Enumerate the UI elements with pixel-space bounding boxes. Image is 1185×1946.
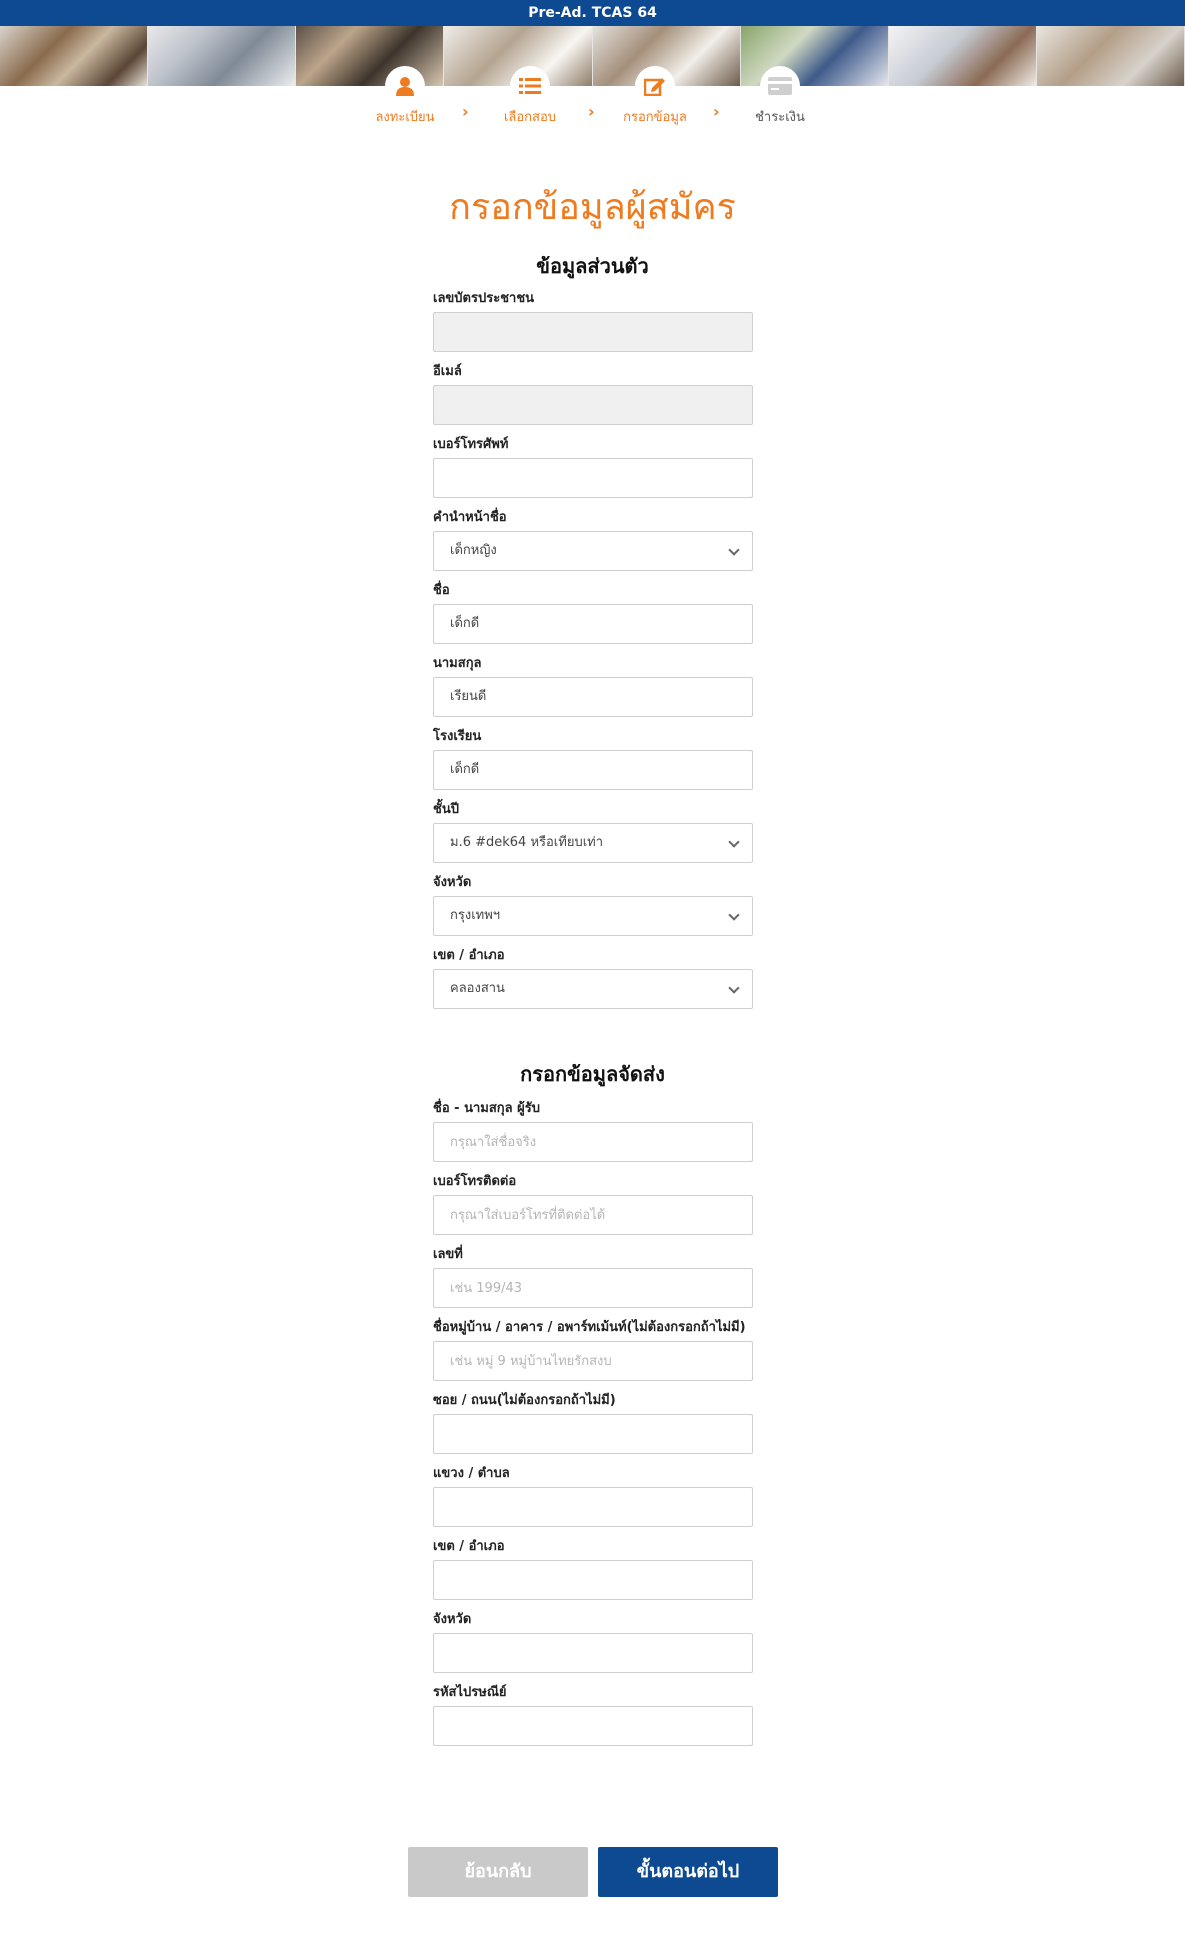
field-label: จังหวัด bbox=[433, 1612, 472, 1627]
field-label: เขต / อำเภอ bbox=[433, 948, 505, 963]
field-label: ชื่อ - นามสกุล ผู้รับ bbox=[433, 1101, 540, 1116]
step-fill-info[interactable] bbox=[605, 66, 705, 127]
field-label: เบอร์โทรติดต่อ bbox=[433, 1174, 517, 1189]
house-no-input[interactable] bbox=[433, 1268, 753, 1308]
top-bar bbox=[0, 0, 1185, 26]
select-value: ม.6 #dek64 หรือเทียบเท่า bbox=[450, 835, 604, 850]
user-icon bbox=[396, 76, 414, 96]
field-label: นามสกุล bbox=[433, 656, 482, 671]
first-name-field bbox=[433, 582, 753, 631]
chevron-right-icon: › bbox=[588, 102, 595, 121]
step-register[interactable] bbox=[355, 66, 455, 127]
progress-steps bbox=[0, 66, 1185, 126]
soi-input[interactable] bbox=[433, 1414, 753, 1454]
school-input[interactable]: เด็กดี bbox=[433, 750, 753, 790]
house-no-field bbox=[433, 1246, 753, 1264]
field-label: อีเมล์ bbox=[433, 364, 462, 379]
shipping-district-field bbox=[433, 1538, 753, 1556]
prefix-field bbox=[433, 509, 753, 558]
chevron-down-icon bbox=[728, 909, 739, 920]
phone-input[interactable] bbox=[433, 458, 753, 498]
select-value: เด็กหญิง bbox=[450, 543, 497, 558]
chevron-down-icon bbox=[728, 982, 739, 993]
field-label: เขต / อำเภอ bbox=[433, 1539, 505, 1554]
step-label: ลงทะเบียน bbox=[375, 110, 435, 125]
prefix-select[interactable] bbox=[433, 531, 753, 571]
chevron-down-icon bbox=[728, 544, 739, 555]
province-field bbox=[433, 874, 753, 923]
edit-icon bbox=[644, 76, 666, 96]
email-input[interactable] bbox=[433, 385, 753, 425]
chevron-right-icon: › bbox=[713, 102, 720, 121]
card-icon bbox=[768, 77, 792, 95]
shipping-province-input[interactable] bbox=[433, 1633, 753, 1673]
step-icon-wrap bbox=[635, 66, 675, 106]
back-button[interactable]: ย้อนกลับ bbox=[408, 1847, 588, 1897]
field-label: จังหวัด bbox=[433, 875, 472, 890]
step-icon-wrap bbox=[510, 66, 550, 106]
step-icon-wrap bbox=[385, 66, 425, 106]
soi-field bbox=[433, 1392, 753, 1410]
district-select[interactable] bbox=[433, 969, 753, 1009]
phone-field bbox=[433, 436, 753, 454]
id-card-input[interactable] bbox=[433, 312, 753, 352]
select-value: กรุงเทพฯ bbox=[450, 908, 501, 923]
step-select-exam[interactable] bbox=[480, 66, 580, 127]
grade-field bbox=[433, 801, 753, 850]
field-label: เลขที่ bbox=[433, 1247, 463, 1262]
field-label: แขวง / ตำบล bbox=[433, 1466, 510, 1481]
grade-select[interactable] bbox=[433, 823, 753, 863]
next-step-button[interactable]: ขั้นตอนต่อไป bbox=[598, 1847, 778, 1897]
field-label: เบอร์โทรศัพท์ bbox=[433, 437, 509, 452]
field-label: โรงเรียน bbox=[433, 729, 482, 744]
recipient-input[interactable] bbox=[433, 1122, 753, 1162]
chevron-right-icon: › bbox=[462, 102, 469, 121]
province-select[interactable] bbox=[433, 896, 753, 936]
contact-phone-input[interactable] bbox=[433, 1195, 753, 1235]
site-title: Pre-Ad. TCAS 64 bbox=[528, 5, 657, 21]
field-label: เลขบัตรประชาชน bbox=[433, 291, 535, 306]
shipping-section-heading: กรอกข้อมูลจัดส่ง bbox=[520, 1062, 665, 1086]
step-label: กรอกข้อมูล bbox=[623, 110, 687, 125]
last-name-input[interactable]: เรียนดี bbox=[433, 677, 753, 717]
district-field bbox=[433, 947, 753, 996]
last-name-field bbox=[433, 655, 753, 704]
chevron-down-icon bbox=[728, 836, 739, 847]
postcode-field bbox=[433, 1684, 753, 1702]
village-input[interactable] bbox=[433, 1341, 753, 1381]
village-field bbox=[433, 1319, 753, 1337]
personal-section-heading: ข้อมูลส่วนตัว bbox=[536, 254, 649, 278]
subdistrict-input[interactable] bbox=[433, 1487, 753, 1527]
page-title: กรอกข้อมูลผู้สมัคร bbox=[449, 187, 736, 228]
school-field bbox=[433, 728, 753, 777]
email-field bbox=[433, 363, 753, 381]
recipient-field bbox=[433, 1100, 753, 1118]
step-label: ชำระเงิน bbox=[755, 110, 805, 125]
subdistrict-field bbox=[433, 1465, 753, 1483]
select-value: คลองสาน bbox=[450, 981, 505, 996]
first-name-input[interactable]: เด็กดี bbox=[433, 604, 753, 644]
postcode-input[interactable] bbox=[433, 1706, 753, 1746]
field-label: รหัสไปรษณีย์ bbox=[433, 1685, 507, 1700]
field-label: ชื่อหมู่บ้าน / อาคาร / อพาร์ทเม้นท์(ไม่ต้องกรอกถ้าไม่มี) bbox=[433, 1320, 746, 1335]
shipping-district-input[interactable] bbox=[433, 1560, 753, 1600]
field-label: คำนำหน้าชื่อ bbox=[433, 510, 507, 525]
field-label: ชั้นปี bbox=[433, 802, 459, 817]
step-payment[interactable] bbox=[730, 66, 830, 127]
list-icon bbox=[519, 77, 541, 95]
id-card-field bbox=[433, 290, 753, 308]
field-label: ซอย / ถนน(ไม่ต้องกรอกถ้าไม่มี) bbox=[433, 1393, 616, 1408]
shipping-province-field bbox=[433, 1611, 753, 1629]
step-icon-wrap bbox=[760, 66, 800, 106]
step-label: เลือกสอบ bbox=[503, 110, 557, 125]
contact-phone-field bbox=[433, 1173, 753, 1191]
field-label: ชื่อ bbox=[433, 583, 450, 598]
